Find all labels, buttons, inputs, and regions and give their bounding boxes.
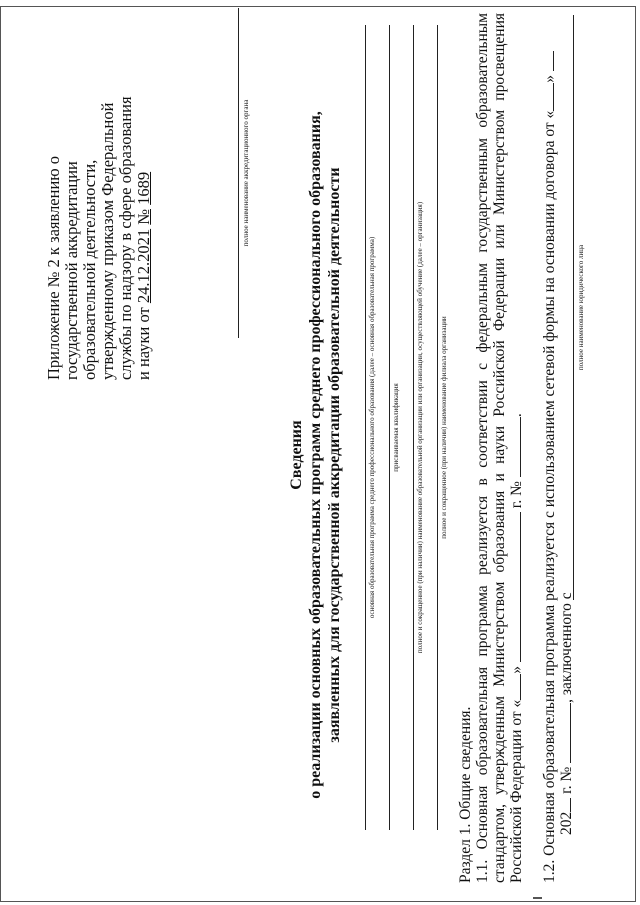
clause-1-2-text: 1.2. Основная образовательная программа реализуется с использованием сетевой формы на основании договора от «	[541, 110, 558, 883]
clause-1-1-line-2: стандартом, утвержденным Министерством образования и науки Российской Федерации или Министерством просвещения	[491, 13, 508, 883]
branch-field-line	[437, 25, 438, 830]
legal-entity-field-line	[573, 15, 574, 600]
organization-caption: полное и сокращенное (при наличии) наименование образовательной организации или организации, осуществляющей обучение (далее – организация)	[416, 201, 424, 654]
program-caption: основная образовательная программа среднего профессионального образования (далее – основная образовательная программа)	[368, 236, 376, 619]
month-year-blank[interactable]	[508, 512, 521, 662]
appendix-line-1: Приложение № 2 к заявлению о	[44, 156, 63, 380]
appendix-line-2: государственной аккредитации	[62, 161, 81, 380]
appendix-line-6	[135, 50, 153, 380]
day-blank[interactable]	[508, 674, 521, 700]
appendix-date-prefix: и науки от	[134, 307, 153, 380]
program-field-line	[365, 25, 366, 830]
clause-1-1-line-1: 1.1. Основная образовательная программа реализуется в соответствии с федеральным государственным образовательным	[474, 13, 491, 883]
title-line-1: Сведения	[288, 420, 305, 490]
branch-caption: полное и сокращенное (при наличии) наименование филиала организации	[440, 316, 448, 539]
clause-1-2-quote-end: »	[541, 74, 558, 83]
section-1-heading: Раздел 1. Общие сведения.	[457, 706, 474, 883]
appendix-number-sign: №	[134, 209, 153, 225]
concluded-with-label: , заключенного с	[558, 592, 575, 703]
contract-year-label: 202	[558, 811, 575, 835]
contract-day-blank[interactable]	[541, 83, 554, 111]
appendix-line-5: службы по надзору в сфере образования	[116, 96, 135, 380]
appendix-order-number: 1689	[134, 171, 153, 205]
qualification-field-line	[389, 25, 390, 830]
contract-month-blank[interactable]	[541, 51, 554, 71]
standard-number-blank[interactable]	[508, 417, 521, 477]
clause-1-1-date-prefix: Российской Федерации от «	[508, 699, 525, 883]
contract-number-blank[interactable]	[558, 703, 571, 763]
title-line-3: заявленных для государственной аккредитации образовательной деятельности	[326, 167, 343, 743]
clause-1-2-line-1	[541, 13, 558, 883]
title-line-2: о реализации основных образовательных программ среднего профессионального образования,	[307, 111, 324, 799]
authority-caption: полное наименование аккредитационного органа	[242, 99, 250, 247]
authority-field-line	[238, 8, 239, 338]
qualification-caption: присваиваемая квалификация	[392, 383, 400, 472]
appendix-line-4: утвержденному приказом Федеральной	[98, 102, 117, 380]
clause-1-1-year-label: г. №	[508, 481, 525, 509]
legal-entity-caption: полное наименование юридического лица	[577, 244, 585, 371]
contract-year-blank[interactable]	[558, 798, 571, 812]
appendix-order-date: 24.12.2021	[134, 228, 153, 304]
organization-field-line	[413, 25, 414, 830]
appendix-block	[45, 50, 153, 380]
appendix-line-3: образовательной деятельности,	[80, 159, 99, 380]
clause-1-1-line-3	[508, 13, 525, 883]
scan-mark	[533, 897, 542, 899]
clause-1-1-end: .	[508, 413, 525, 418]
clause-1-1-date-mid: »	[508, 665, 525, 674]
contract-number-label: г. №	[558, 766, 575, 794]
